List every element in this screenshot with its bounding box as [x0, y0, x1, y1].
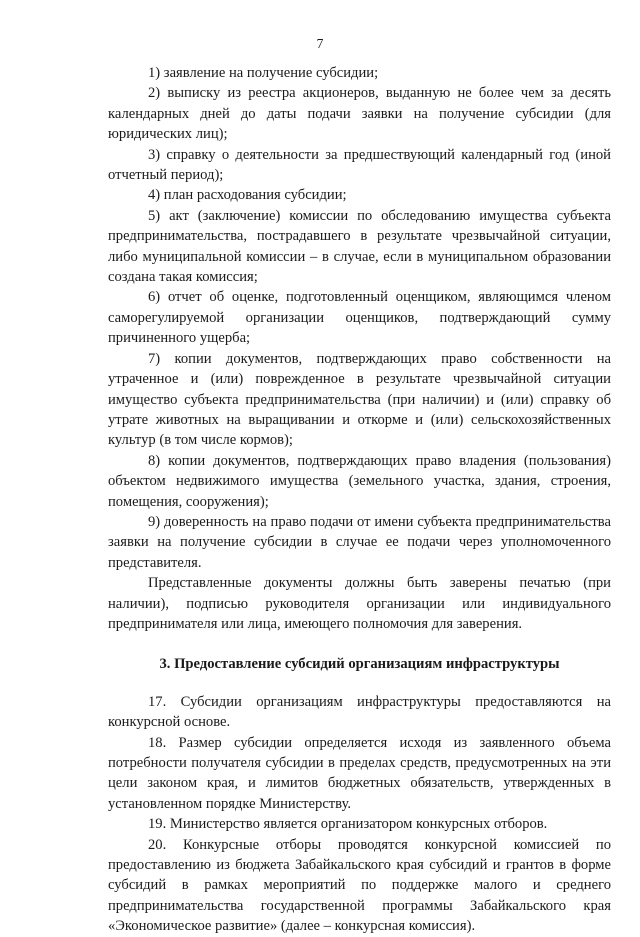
list-item-2: 2) выписку из реестра акционеров, выданную не более чем за десять календарных дней до даты подачи заявки на получение субсидии (для юридических лиц); — [108, 85, 611, 143]
list-item-5: 5) акт (заключение) комиссии по обследованию имущества субъекта предпринимательства, пострадавшего в результате чрезвычайной ситуации, либо муниципальной комиссии – в случае, если в муниципальном образовании создана такая комиссия; — [108, 207, 611, 286]
list-item-6: 6) отчет об оценке, подготовленный оценщиком, являющимся членом саморегулируемой организации оценщиков, подтверждающий сумму причиненного ущерба; — [108, 289, 611, 347]
list-item-4: 4) план расходования субсидии; — [148, 187, 347, 204]
section-heading: 3. Предоставление субсидий организациям инфраструктуры — [159, 656, 560, 673]
paragraph-19: 19. Министерство является организатором конкурсных отборов. — [148, 816, 548, 833]
paragraph-17: 17. Субсидии организациям инфраструктуры предоставляются на конкурсной основе. — [108, 693, 611, 731]
paragraph-20: 20. Конкурсные отборы проводятся конкурсной комиссией по предоставлению из бюджета Забайкальского края субсидий и грантов в форме субсидий в рамках мероприятий по поддержке малого и среднего предпринимательства государственной программы Забайкальского края «Экономическое развитие» (далее – конкурсная комиссия). — [108, 836, 611, 935]
list-item-8: 8) копии документов, подтверждающих право владения (пользования) объектом недвижимого имущества (земельного участка, здания, строения, помещения, сооружения); — [108, 452, 611, 510]
list-item-1: 1) заявление на получение субсидии; — [148, 65, 379, 81]
list-item-9: 9) доверенность на право подачи от имени субъекта предпринимательства заявки на получение субсидии в случае ее подачи через уполномоченного представителя. — [108, 513, 611, 571]
certification-paragraph: Представленные документы должны быть заверены печатью (при наличии), подписью руководителя организации или индивидуального предпринимателя или лица, имеющего полномочия для заверения. — [108, 575, 611, 632]
spacer — [108, 675, 611, 692]
list-item-7: 7) копии документов, подтверждающих право собственности на утраченное и (или) поврежденное в результате чрезвычайной ситуации имущество субъекта предпринимательства (при наличии) и (или) справку об утрате животных на выращивании и откорме и (или) сельскохозяйственных культур (в том числе кормов); — [108, 350, 611, 449]
spacer — [108, 634, 611, 654]
list-item-3: 3) справку о деятельности за предшествующий календарный год (иной отчетный период); — [108, 146, 611, 184]
document-body — [108, 63, 611, 937]
page-number: 7 — [316, 36, 324, 51]
paragraph-18: 18. Размер субсидии определяется исходя из заявленного объема потребности получателя субсидии в пределах средств, предусмотренных на эти цели законом края, и лимитов бюджетных обязательств, утвержденных в установленном порядке Министерству. — [108, 734, 611, 812]
